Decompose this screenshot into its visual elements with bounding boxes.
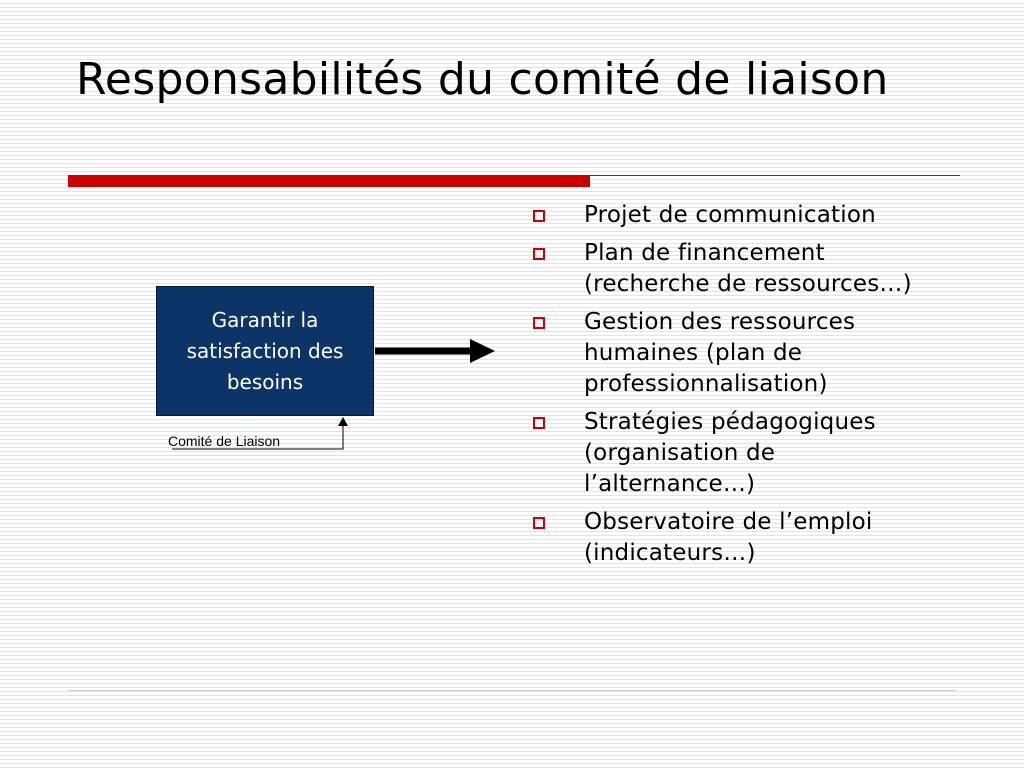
list-item-text: Stratégies pédagogiques (organisation de l’alternance…) (584, 409, 876, 497)
list-item (530, 407, 950, 500)
hollow-square-bullet-icon (533, 210, 545, 222)
callout-label: Comité de Liaison (168, 433, 281, 449)
satisfaction-box-text: Garantir la satisfaction des besoins (186, 307, 344, 394)
slide-title: Responsabilités du comité de liaison (76, 54, 889, 105)
hollow-square-bullet-icon (533, 248, 545, 260)
list-item (530, 200, 950, 231)
list-item (530, 507, 950, 569)
hollow-square-bullet-icon (533, 317, 545, 329)
right-arrow-icon (375, 339, 495, 363)
list-item (530, 238, 950, 300)
list-item-text: Projet de communication (584, 202, 876, 228)
list-item-text: Gestion des ressources humaines (plan de professionnalisation) (584, 309, 856, 397)
hollow-square-bullet-icon (533, 517, 545, 529)
list-item (530, 307, 950, 400)
footer-divider (68, 690, 956, 691)
list-item-text: Plan de financement (recherche de ressources…) (584, 240, 912, 297)
responsibilities-list (530, 200, 950, 576)
hollow-square-bullet-icon (533, 417, 545, 429)
list-item-text: Observatoire de l’emploi (indicateurs…) (584, 509, 873, 566)
